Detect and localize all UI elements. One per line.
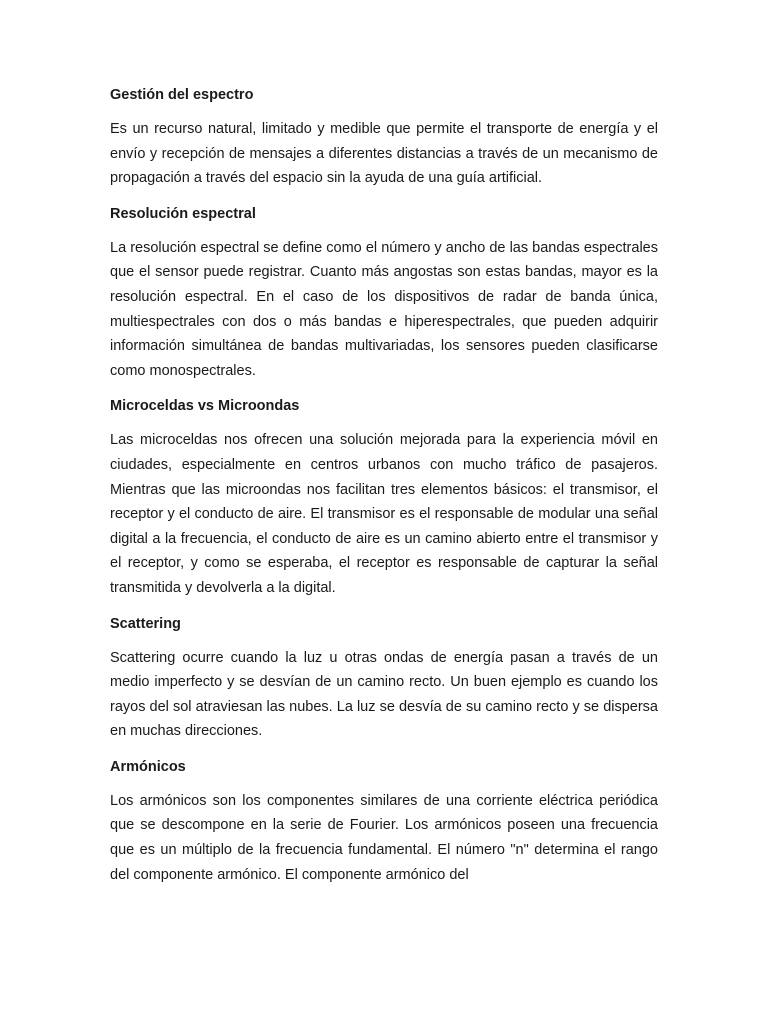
section-title: Resolución espectral	[110, 205, 256, 222]
section-title: Armónicos	[110, 758, 186, 775]
document-page	[110, 85, 658, 900]
section-body: La resolución espectral se define como el número y ancho de las bandas espectrales que el sensor puede registrar. Cuanto más angostas son estas bandas, mayor es la resolución espectral. En el caso de los dispositivos de radar de banda única, multiespectrales con dos o más bandas e hiperespectrales, que pueden adquirir información simultánea de bandas multivariadas, los sensores pueden clasificarse como monospectrales.	[110, 239, 658, 379]
section-title: Scattering	[110, 615, 181, 632]
section-title: Microceldas vs Microondas	[110, 398, 300, 415]
section-body: Los armónicos son los componentes similares de una corriente eléctrica periódica que se descompone en la serie de Fourier. Los armónicos poseen una frecuencia que es un múltiplo de la frecuencia fundamental. El número "n" determina el rango del componente armónico. El componente armónico del	[110, 792, 658, 883]
section-microceldas-vs-microondas	[110, 396, 658, 600]
section-body: Las microceldas nos ofrecen una solución mejorada para la experiencia móvil en ciudades, especialmente en centros urbanos con mucho tráfico de pasajeros. Mientras que las microondas nos facilitan tres elementos básicos: el transmisor, el receptor y el conducto de aire. El transmisor es el responsable de modular una señal digital a la frecuencia, el conducto de aire es un camino abierto entre el transmisor y el receptor, y como se esperaba, el receptor es responsable de capturar la señal transmitida y devolverla a la digital.	[110, 432, 658, 596]
section-body: Es un recurso natural, limitado y medible que permite el transporte de energía y el envío y recepción de mensajes a diferentes distancias a través de un mecanismo de propagación a través del espacio sin la ayuda de una guía artificial.	[110, 121, 658, 187]
section-body: Scattering ocurre cuando la luz u otras ondas de energía pasan a través de un medio imperfecto y se desvían de un camino recto. Un buen ejemplo es cuando los rayos del sol atraviesan las nubes. La luz se desvía de su camino recto y se dispersa en muchas direcciones.	[110, 649, 658, 740]
section-title: Gestión del espectro	[110, 87, 254, 103]
section-resolucion-espectral	[110, 204, 658, 384]
section-scattering	[110, 614, 658, 744]
section-gestion-del-espectro	[110, 85, 658, 191]
section-armonicos	[110, 757, 658, 887]
